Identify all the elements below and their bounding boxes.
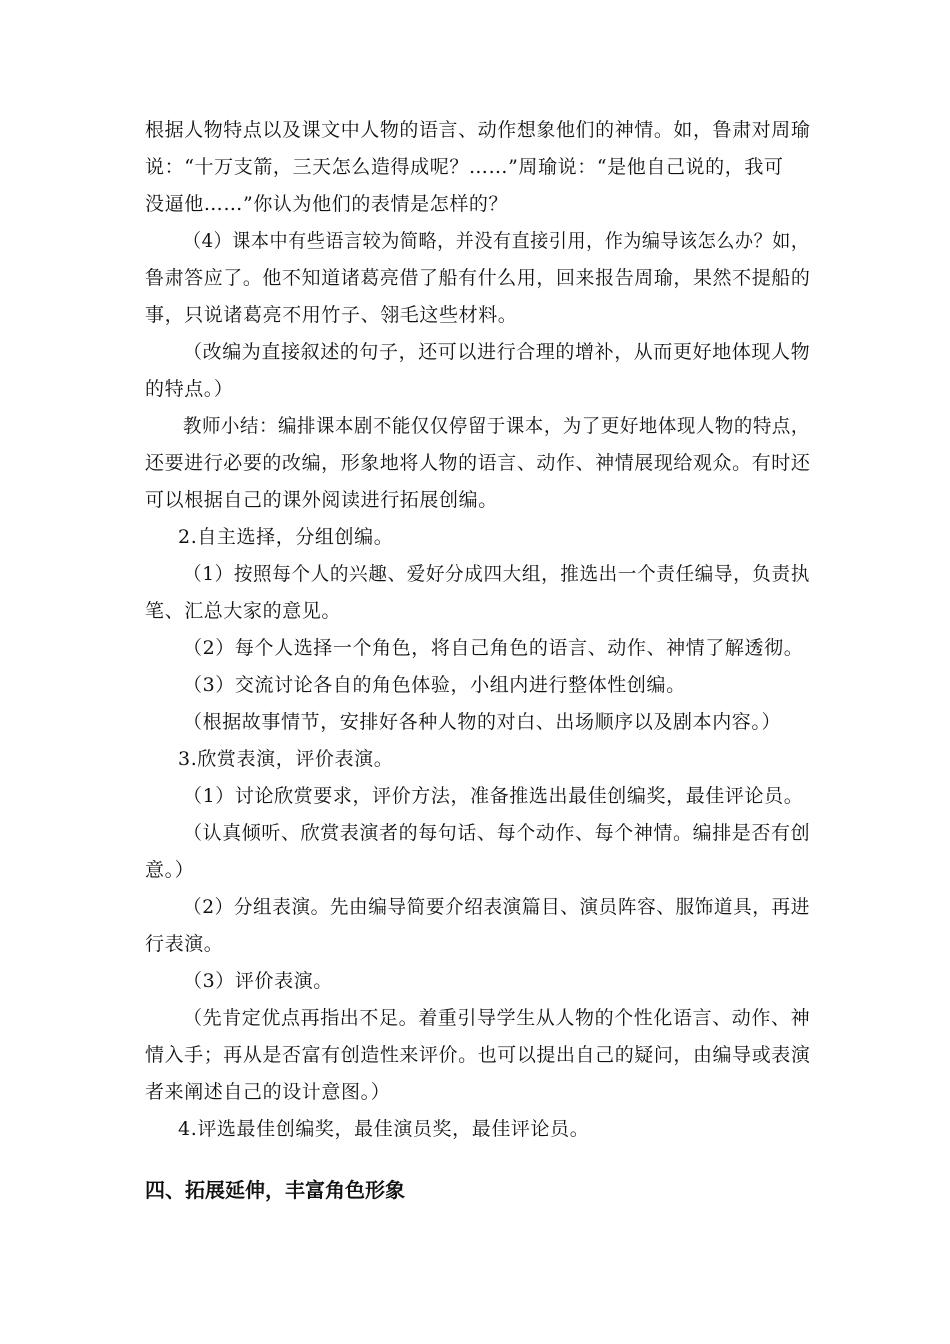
paragraph-line: 鲁肃答应了。他不知道诸葛亮借了船有什么用，回来报告周瑜，果然不提船的 xyxy=(145,267,811,289)
paragraph-line: 可以根据自己的课外阅读进行拓展创编。 xyxy=(145,489,498,511)
paragraph-line: 3.欣赏表演，评价表演。 xyxy=(178,748,394,770)
paragraph-line: 4.评选最佳创编奖，最佳演员奖，最佳评论员。 xyxy=(178,1118,590,1140)
paragraph-line: （先肯定优点再指出不足。着重引导学生从人物的个性化语言、动作、神 xyxy=(183,1007,811,1029)
paragraph-line: （4）课本中有些语言较为简略，并没有直接引用，作为编导该怎么办？如， xyxy=(183,230,810,252)
paragraph-line: 没逼他……”你认为他们的表情是怎样的？ xyxy=(145,193,509,215)
paragraph-line: （改编为直接叙述的句子，还可以进行合理的增补，从而更好地体现人物 xyxy=(183,341,811,363)
paragraph-line: 者来阐述自己的设计意图。） xyxy=(145,1081,391,1103)
paragraph-line: 还要进行必要的改编，形象地将人物的语言、动作、神情展现给观众。有时还 xyxy=(145,452,811,474)
paragraph-line: （2）每个人选择一个角色，将自己角色的语言、动作、神情了解透彻。 xyxy=(183,637,804,659)
paragraph-line: 情入手；再从是否富有创造性来评价。也可以提出自己的疑问，由编导或表演 xyxy=(145,1044,811,1066)
paragraph-line: 说：“十万支箭，三天怎么造得成呢？……”周瑜说：“是他自己说的，我可 xyxy=(145,156,784,178)
paragraph-line: （2）分组表演。先由编导简要介绍表演篇目、演员阵容、服饰道具，再进 xyxy=(183,896,810,918)
paragraph-line: （3）评价表演。 xyxy=(183,970,333,992)
paragraph-line: （1）讨论欣赏要求，评价方法，准备推选出最佳创编奖，最佳评论员。 xyxy=(183,785,804,807)
paragraph-line: 事，只说诸葛亮不用竹子、翎毛这些材料。 xyxy=(145,304,518,326)
paragraph-line: 行表演。 xyxy=(145,933,224,955)
paragraph-line: （根据故事情节，安排好各种人物的对白、出场顺序以及剧本内容。） xyxy=(183,711,782,733)
paragraph-line: 的特点。） xyxy=(145,378,234,400)
paragraph-line: （1）按照每个人的兴趣、爱好分成四大组，推选出一个责任编导，负责执 xyxy=(183,563,810,585)
paragraph-line: 教师小结：编排课本剧不能仅仅停留于课本，为了更好地体现人物的特点， xyxy=(183,415,810,437)
paragraph-line: 2.自主选择，分组创编。 xyxy=(178,526,394,548)
paragraph-line: 根据人物特点以及课文中人物的语言、动作想象他们的神情。如，鲁肃对周瑜 xyxy=(145,119,811,141)
paragraph-line: 笔、汇总大家的意见。 xyxy=(145,600,342,622)
paragraph-line: （3）交流讨论各自的角色体验，小组内进行整体性创编。 xyxy=(183,674,686,696)
paragraph-line: 意。） xyxy=(145,859,195,881)
section-heading: 四、拓展延伸，丰富角色形象 xyxy=(145,1178,405,1202)
paragraph-line: （认真倾听、欣赏表演者的每句话、每个动作、每个神情。编排是否有创 xyxy=(183,822,811,844)
